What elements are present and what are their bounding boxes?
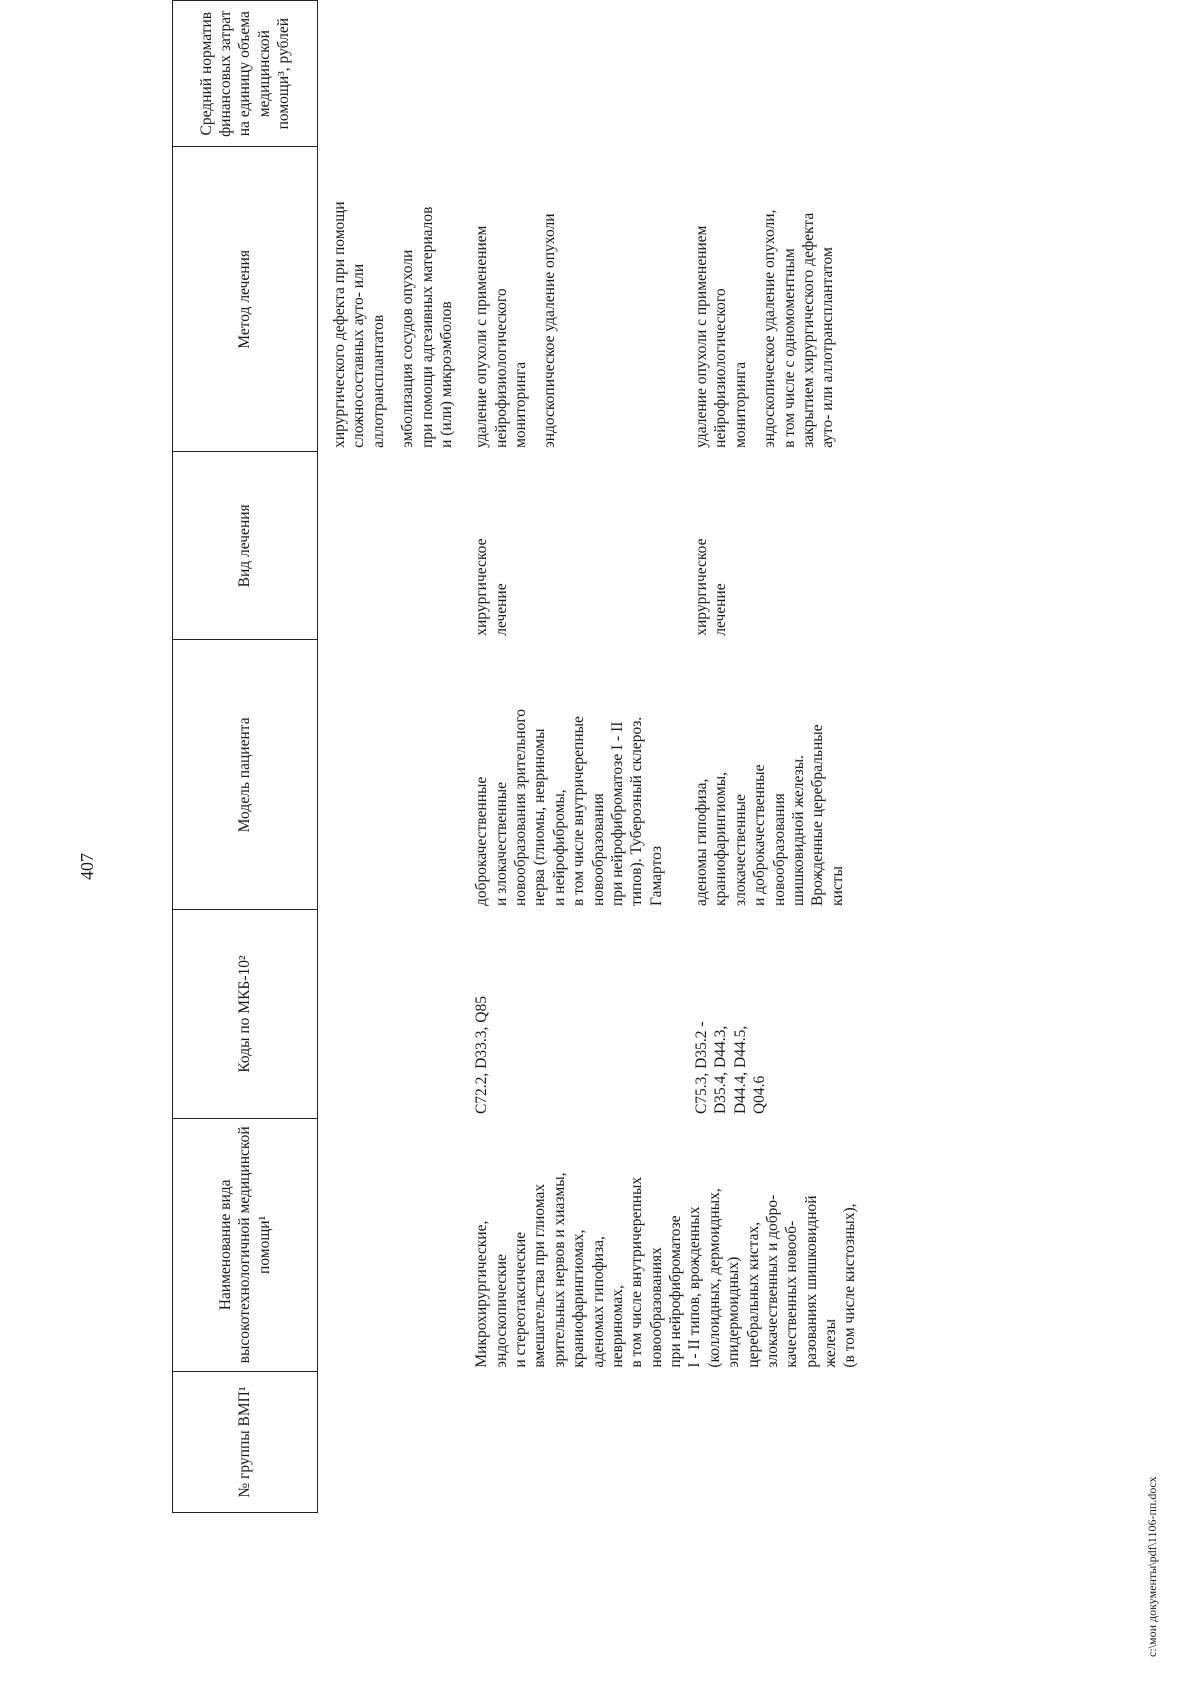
- method-text: эмболизация сосудов опухоли при помощи адгезивных материалов и (или) микроэмболов: [399, 206, 455, 448]
- care-type-name-text: Микрохирургические, эндоскопические и стереотаксические вмешательства при глиомах зрительных нервов и хиазмы, краниофарингиомах, аденомах гипофиза, невриномах, в том числе внутричерепных новообразованиях при нейрофиброматозе I - II типов, врожденных (коллоидных, дермоидных, эпидермоидных) церебральных кистах, злокачественных и добро- качественных новооб- разованиях шишковидной железы (в том числе кистозных),: [473, 1172, 859, 1368]
- table-row: [318, 1, 461, 1513]
- treatment-type-text: хирургическое лечение: [473, 538, 510, 636]
- cell-treatment-method: [460, 147, 686, 452]
- icd-codes-text: C75.3, D35.2 - D35.4, D44.3, D44.4, D44.5, Q04.6: [693, 1021, 769, 1115]
- patient-model-text: аденомы гипофиза, краниофарингиомы, злокачественные и доброкачественные новообразования шишковидной железы. Врожденные церебральные кисты: [693, 724, 846, 906]
- cell-icd-codes: [318, 910, 461, 1118]
- patient-model-text: доброкачественные и злокачественные новообразования зрительного нерва (глиомы, невриномы и нейрофибромы, в том числе внутричерепные новообразования при нейрофиброматозе I - II типов). Туберозный склероз. Гамартоз: [473, 708, 665, 906]
- header-treatment-method: Метод лечения: [173, 147, 318, 452]
- table-header-row: [173, 1, 318, 1513]
- cell-care-type-name: [460, 1118, 864, 1372]
- header-cost-standard: Средний норматив финансовых затрат на единицу объема медицинской помощи³, рублей: [173, 1, 318, 147]
- method-text: эндоскопическое удаление опухоли: [541, 213, 559, 448]
- cell-treatment-type: [686, 452, 864, 640]
- cell-group-number: [318, 1372, 461, 1513]
- cell-cost-standard: [686, 1, 864, 147]
- cell-patient-model: [460, 640, 686, 910]
- method-text: удаление опухоли с применением нейрофизиологического мониторинга: [473, 225, 529, 448]
- table-row: [460, 1, 686, 1513]
- cell-icd-codes: [460, 910, 686, 1118]
- header-patient-model: Модель пациента: [173, 640, 318, 910]
- cell-treatment-type: [318, 452, 461, 640]
- header-icd-codes: Коды по МКБ-10²: [173, 910, 318, 1118]
- treatment-type-text: хирургическое лечение: [693, 538, 730, 636]
- footer-file-path: c:\мои документы\pdf\1106-пп.docx: [1145, 1476, 1159, 1657]
- header-treatment-type: Вид лечения: [173, 452, 318, 640]
- cell-treatment-method: [686, 147, 864, 452]
- vmp-table: [172, 0, 864, 1513]
- cell-patient-model: [686, 640, 864, 910]
- page-number: 407: [77, 853, 97, 880]
- method-text: хирургического дефекта при помощи сложносоставных ауто- или аллотрансплантатов: [331, 201, 387, 448]
- cell-icd-codes: [686, 910, 864, 1118]
- header-group-number: № группы ВМП¹: [173, 1372, 318, 1513]
- icd-codes-text: C72.2, D33.3, Q85: [473, 996, 491, 1115]
- cell-group-number: [686, 1372, 864, 1513]
- cell-cost-standard: [318, 1, 461, 147]
- cell-treatment-type: [460, 452, 686, 640]
- cell-cost-standard: [460, 1, 686, 147]
- method-text: удаление опухоли с применением нейрофизиологического мониторинга: [693, 225, 749, 448]
- cell-patient-model: [318, 640, 461, 910]
- cell-group-number: [460, 1372, 686, 1513]
- cell-treatment-method: [318, 147, 461, 452]
- header-care-type-name: Наименование вида высокотехнологичной медицинской помощи¹: [173, 1118, 318, 1372]
- method-text: эндоскопическое удаление опухоли, в том числе с одномоментным закрытием хирургического дефекта ауто- или аллотрансплантатом: [761, 209, 837, 448]
- cell-care-type-name: [318, 1118, 461, 1372]
